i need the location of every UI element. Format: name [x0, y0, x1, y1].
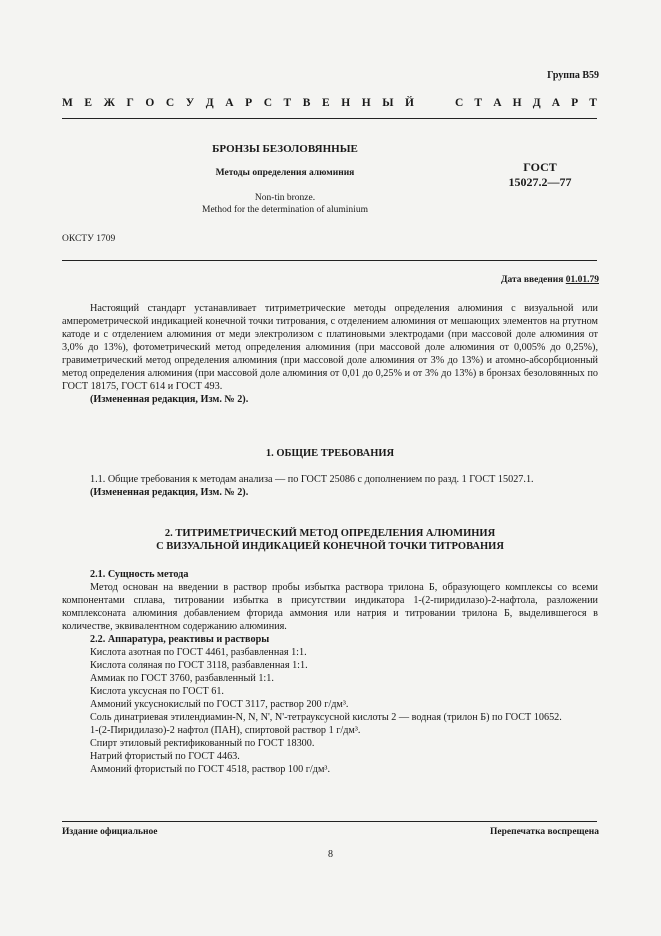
- banner_word1-letter: Й: [405, 97, 414, 109]
- banner_word2-letter: А: [493, 97, 502, 109]
- reagent-item: Аммоний фтористый по ГОСТ 4518, раствор 100 г/дм³.: [90, 764, 330, 775]
- group-code: Группа В59: [547, 70, 599, 81]
- section2-heading-line1: 2. ТИТРИМЕТРИЧЕСКИЙ МЕТОД ОПРЕДЕЛЕНИЯ АЛЮМИНИЯ: [164, 528, 496, 539]
- banner_word1-letter: Т: [283, 97, 292, 109]
- section1-revision-note: (Измененная редакция, Изм. № 2).: [90, 487, 249, 498]
- english-title: [150, 192, 420, 216]
- reagent-item: Аммоний уксуснокислый по ГОСТ 3117, раствор 200 г/дм³.: [90, 699, 349, 710]
- document-title: БРОНЗЫ БЕЗОЛОВЯННЫЕ: [212, 143, 358, 155]
- english-title-line2: Method for the determination of aluminium: [202, 205, 368, 215]
- intro-section: [62, 302, 598, 406]
- gost-label: ГОСТ: [523, 160, 557, 174]
- banner_word2-letter: С: [455, 97, 464, 109]
- introduction-date: [501, 275, 599, 285]
- banner_word1-letter: С: [165, 97, 175, 109]
- section2-heading-line2: С ВИЗУАЛЬНОЙ ИНДИКАЦИЕЙ КОНЕЧНОЙ ТОЧКИ ТИТРОВАНИЯ: [156, 541, 504, 552]
- reagent-item: Спирт этиловый ректификованный по ГОСТ 18300.: [90, 738, 315, 749]
- banner_word1-letter: Н: [361, 97, 371, 109]
- banner_word1-letter: О: [145, 97, 155, 109]
- gost-designation: [480, 160, 600, 190]
- banner_word1-letter: Ж: [103, 97, 115, 109]
- banner_word2-letter: Н: [512, 97, 522, 109]
- standard-banner: [62, 97, 597, 109]
- reagent-list: [62, 646, 598, 776]
- reagent-item: Кислота азотная по ГОСТ 4461, разбавленная 1:1.: [90, 647, 307, 658]
- section2-heading: [62, 527, 598, 553]
- banner-word-interstate: [62, 97, 414, 109]
- section1-text: 1.1. Общие требования к методам анализа — по ГОСТ 25086 с дополнением по разд. 1 ГОСТ 15027.1.: [90, 474, 534, 485]
- banner_word1-letter: Н: [341, 97, 351, 109]
- banner_word1-letter: С: [263, 97, 272, 109]
- footer-rule: [62, 821, 597, 822]
- reagent-item: Аммиак по ГОСТ 3760, разбавленный 1:1.: [90, 673, 274, 684]
- reagent-item: Кислота уксусная по ГОСТ 61.: [90, 686, 224, 697]
- intro-date-value: 01.01.79: [565, 275, 599, 285]
- oksty-code: ОКСТУ 1709: [62, 234, 116, 244]
- banner_word1-letter: У: [185, 97, 195, 109]
- official-edition-label: Издание официальное: [62, 827, 158, 837]
- reagent-item: 1-(2-Пиридилазо)-2 нафтол (ПАН), спиртовой раствор 1 г/дм³.: [90, 725, 361, 736]
- reprint-prohibited-label: Перепечатка воспрещена: [489, 827, 599, 837]
- header-rule: [62, 118, 597, 119]
- gost-number: 15027.2—77: [508, 175, 572, 189]
- banner_word1-letter: Д: [205, 97, 214, 109]
- intro-date-label: Дата введения: [500, 275, 564, 285]
- section1-heading: 1. ОБЩИЕ ТРЕБОВАНИЯ: [265, 448, 395, 459]
- banner_word2-letter: Р: [571, 97, 579, 109]
- subsection-2-1-text: Метод основан на введении в раствор пробы избытка раствора трилона Б, образующего комплексы со всеми компонентами сплава, титровании избытка в присутствии индикатора 1-(2-пиридилазо)-2-нафтола, разложении комплексоната алюминия добавлением фторида аммония или натрия и титровании трилона Б, выделившегося в количестве, эквивалентном содержанию алюминия.: [62, 582, 598, 632]
- banner_word2-letter: Д: [532, 97, 541, 109]
- banner_word1-letter: Ы: [382, 97, 394, 109]
- title-rule: [62, 260, 597, 261]
- page-number: 8: [328, 849, 333, 860]
- section2-body: [62, 568, 598, 776]
- banner_word1-letter: Е: [84, 97, 93, 109]
- banner_word1-letter: В: [302, 97, 311, 109]
- banner_word2-letter: А: [551, 97, 561, 109]
- banner_word1-letter: Р: [245, 97, 253, 109]
- section1-body: [62, 473, 598, 499]
- english-title-line1: Non-tin bronze.: [254, 193, 316, 203]
- banner_word2-letter: Т: [474, 97, 483, 109]
- intro-paragraph: Настоящий стандарт устанавливает титриметрические методы определения алюминия с визуальной или амперометрической индикацией конечной точки титрования, с отделением алюминия от мешающих элементов на ртутном катоде и с отделением алюминия от меди электролизом с платиновыми электродами (при массовой доле алюминия от 3,0% до 13%), фотометрический метод определения алюминия (при массовой доле алюминия от 0,005% до 0,25%), гравиметрический метод определения алюминия (при массовой доле алюминия от 3% до 13%) и атомно-абсорбционный метод определения алюминия (при массовой доле алюминия от 0,01 до 0,25% и от 3% до 13%) в бронзах безоловянных по ГОСТ 18175, ГОСТ 614 и ГОСТ 493.: [62, 303, 598, 392]
- banner_word2-letter: Т: [589, 97, 597, 109]
- intro-revision-note: (Измененная редакция, Изм. № 2).: [90, 394, 249, 405]
- title-block: [150, 143, 420, 216]
- banner_word1-letter: А: [225, 97, 234, 109]
- banner_word1-letter: Г: [126, 97, 134, 109]
- banner_word1-letter: М: [62, 97, 73, 109]
- subsection-2-1-title: 2.1. Сущность метода: [90, 569, 189, 580]
- banner-word-standard: [455, 97, 597, 109]
- subsection-2-2-title: 2.2. Аппаратура, реактивы и растворы: [90, 634, 270, 645]
- reagent-item: Соль динатриевая этилендиамин-N, N, N', N'-тетрауксусной кислоты 2 — водная (трилон Б) по ГОСТ 10652.: [90, 712, 562, 723]
- document-subtitle: Методы определения алюминия: [215, 168, 355, 178]
- reagent-item: Кислота соляная по ГОСТ 3118, разбавленная 1:1.: [90, 660, 308, 671]
- reagent-item: Натрий фтористый по ГОСТ 4463.: [90, 751, 240, 762]
- banner_word1-letter: Е: [321, 97, 330, 109]
